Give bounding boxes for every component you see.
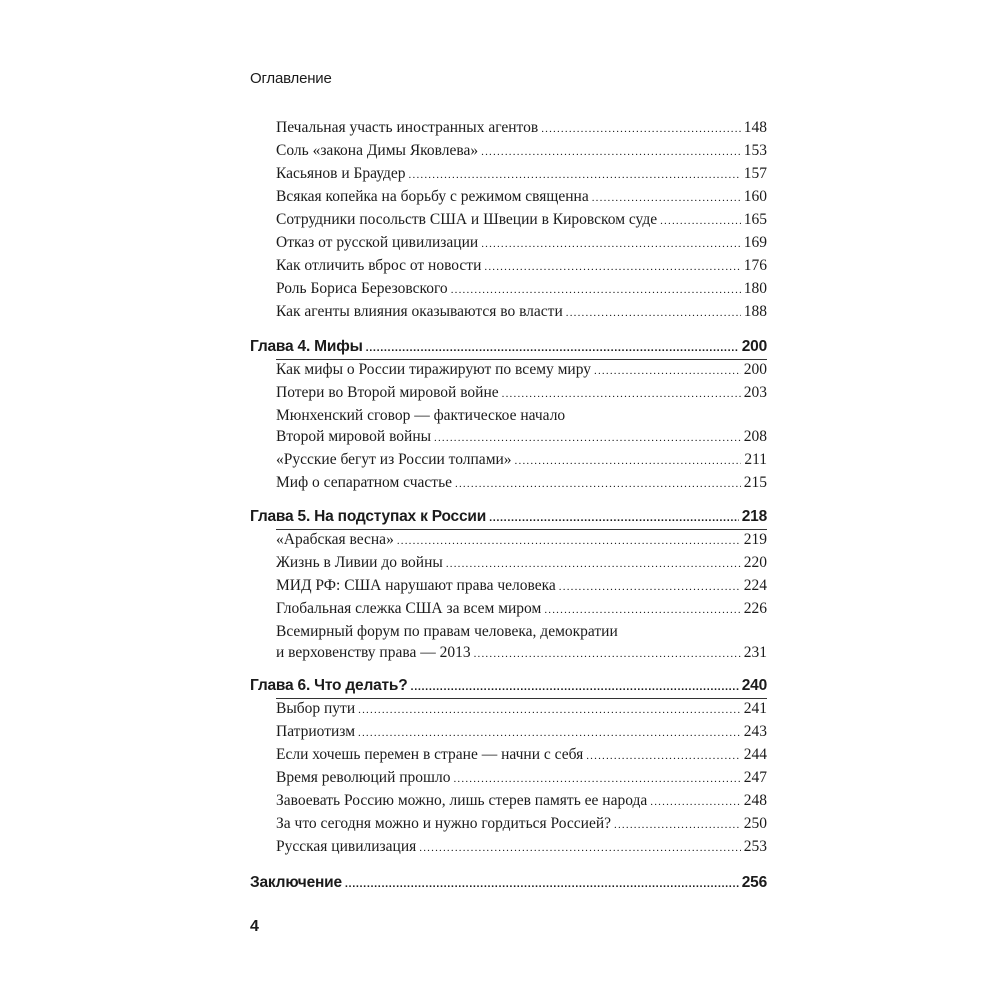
chapter-page: 240	[741, 677, 767, 694]
toc-entry-page: 180	[743, 280, 767, 297]
toc-entry[interactable]	[276, 577, 767, 599]
toc-entry[interactable]	[276, 257, 767, 279]
toc-entry-title: «Русские бегут из России толпами»	[276, 451, 512, 468]
dot-leader	[419, 842, 740, 854]
toc-entry-title: Роль Бориса Березовского	[276, 280, 448, 297]
dot-leader	[544, 604, 740, 616]
chapter-page: 200	[741, 338, 767, 355]
toc-entry-page: 224	[743, 577, 767, 594]
toc-entry-title: Миф о сепаратном счастье	[276, 474, 453, 491]
toc-entry-page: 253	[743, 838, 767, 855]
dot-leader	[566, 307, 741, 319]
chapter-rule	[276, 529, 767, 530]
toc-entry-page: 211	[744, 451, 767, 468]
toc-entry[interactable]	[276, 234, 767, 256]
conclusion-title: Заключение	[250, 874, 342, 891]
toc-entry-title: Патриотизм	[276, 723, 356, 740]
toc-entry[interactable]	[276, 451, 767, 473]
toc-entry-title: Касьянов и Браудер	[276, 165, 406, 182]
conclusion-page: 256	[741, 874, 767, 891]
toc-entry-page: 157	[743, 165, 767, 182]
toc-entry[interactable]	[276, 474, 767, 496]
dot-leader	[650, 796, 740, 808]
toc-entry-title: Всякая копейка на борьбу с режимом священна	[276, 188, 589, 205]
toc-entry-page: 165	[743, 211, 767, 228]
toc-entry[interactable]	[276, 644, 767, 666]
dot-leader	[453, 773, 740, 785]
toc-entry-title: Глобальная слежка США за всем миром	[276, 600, 542, 617]
dot-leader	[502, 388, 741, 400]
toc-entry[interactable]	[276, 188, 767, 210]
toc-entry-page: 243	[743, 723, 767, 740]
toc-entry[interactable]	[276, 119, 767, 141]
toc-entry-title: Второй мировой войны	[276, 428, 432, 445]
toc-entry-title: Завоевать Россию можно, лишь стерев память ее народа	[276, 792, 648, 809]
toc-entry-page: 219	[743, 531, 767, 548]
toc-entry-title: МИД РФ: США нарушают права человека	[276, 577, 556, 594]
toc-entry-page: 248	[743, 792, 767, 809]
dot-leader	[358, 727, 741, 739]
toc-entry-title: и верховенству права — 2013	[276, 644, 471, 661]
toc-entry-title-line1[interactable]: Всемирный форум по правам человека, демократии	[276, 623, 618, 640]
dot-leader	[594, 365, 741, 377]
running-head: Оглавление	[250, 70, 332, 87]
toc-entry-title: Как отличить вброс от новости	[276, 257, 482, 274]
dot-leader	[411, 681, 739, 693]
dot-leader	[434, 432, 741, 444]
toc-entry[interactable]	[276, 746, 767, 768]
toc-entry-page: 148	[743, 119, 767, 136]
toc-entry-page: 176	[743, 257, 767, 274]
toc-entry-page: 215	[743, 474, 767, 491]
toc-entry-page: 250	[743, 815, 767, 832]
toc-entry-title: Русская цивилизация	[276, 838, 417, 855]
chapter-heading[interactable]	[250, 677, 767, 699]
toc-entry[interactable]	[276, 428, 767, 450]
dot-leader	[481, 146, 741, 158]
toc-entry-page: 231	[743, 644, 767, 661]
dot-leader	[358, 704, 741, 716]
dot-leader	[366, 342, 739, 354]
toc-entry-title: Соль «закона Димы Яковлева»	[276, 142, 479, 159]
toc-entry-page: 160	[743, 188, 767, 205]
chapter-rule	[276, 698, 767, 699]
dot-leader	[397, 535, 741, 547]
dot-leader	[451, 284, 741, 296]
toc-entry-page: 208	[743, 428, 767, 445]
toc-entry[interactable]	[276, 303, 767, 325]
toc-entry[interactable]	[276, 361, 767, 383]
toc-entry-page: 244	[743, 746, 767, 763]
toc-entry-title: Потери во Второй мировой войне	[276, 384, 499, 401]
toc-entry-title: «Арабская весна»	[276, 531, 394, 548]
toc-entry-page: 247	[743, 769, 767, 786]
toc-entry[interactable]	[276, 600, 767, 622]
dot-leader	[481, 238, 741, 250]
toc-entry-page: 188	[743, 303, 767, 320]
dot-leader	[515, 455, 742, 467]
toc-entry-page: 241	[743, 700, 767, 717]
toc-entry-page: 153	[743, 142, 767, 159]
dot-leader	[660, 215, 741, 227]
dot-leader	[541, 123, 741, 135]
toc-entry-title: Сотрудники посольств США и Швеции в Кировском суде	[276, 211, 658, 228]
dot-leader	[446, 558, 741, 570]
toc-entry-title: Как мифы о России тиражируют по всему миру	[276, 361, 592, 378]
toc-entry[interactable]	[276, 815, 767, 837]
toc-entry[interactable]	[276, 142, 767, 164]
chapter-title: Глава 4. Мифы	[250, 338, 363, 355]
toc-entry-title-line1[interactable]: Мюнхенский сговор — фактическое начало	[276, 407, 566, 424]
chapter-heading[interactable]	[250, 508, 767, 530]
dot-leader	[474, 648, 741, 660]
dot-leader	[484, 261, 740, 273]
dot-leader	[345, 878, 739, 890]
toc-entry[interactable]	[276, 165, 767, 187]
dot-leader	[455, 478, 741, 490]
toc-entry[interactable]	[276, 769, 767, 791]
chapter-title: Глава 5. На подступах к России	[250, 508, 487, 525]
dot-leader	[409, 169, 741, 181]
toc-entry-title: Выбор пути	[276, 700, 356, 717]
toc-entry[interactable]	[276, 531, 767, 553]
toc-entry[interactable]	[276, 554, 767, 576]
toc-entry[interactable]	[276, 700, 767, 722]
chapter-page: 218	[741, 508, 767, 525]
toc-entry[interactable]	[276, 792, 767, 814]
toc-entry-title: Время революций прошло	[276, 769, 451, 786]
page-number: 4	[250, 918, 259, 935]
dot-leader	[489, 512, 739, 524]
toc-entry-title: Печальная участь иностранных агентов	[276, 119, 539, 136]
toc-entry-title: Жизнь в Ливии до войны	[276, 554, 443, 571]
toc-entry[interactable]	[276, 384, 767, 406]
dot-leader	[614, 819, 741, 831]
dot-leader	[586, 750, 741, 762]
toc-entry[interactable]	[276, 211, 767, 233]
toc-entry-page: 169	[743, 234, 767, 251]
toc-entry-title: Если хочешь перемен в стране — начни с себя	[276, 746, 584, 763]
chapter-rule	[276, 359, 767, 360]
toc-entry[interactable]	[276, 280, 767, 302]
toc-entry-title: Как агенты влияния оказываются во власти	[276, 303, 563, 320]
toc-entry-page: 220	[743, 554, 767, 571]
toc-entry-title: Отказ от русской цивилизации	[276, 234, 479, 251]
toc-entry[interactable]	[276, 723, 767, 745]
toc-entry-title: За что сегодня можно и нужно гордиться Россией?	[276, 815, 612, 832]
toc-entry-page: 200	[743, 361, 767, 378]
toc-entry[interactable]	[276, 838, 767, 860]
toc-entry-page: 203	[743, 384, 767, 401]
toc-entry-page: 226	[743, 600, 767, 617]
dot-leader	[559, 581, 741, 593]
chapter-title: Глава 6. Что делать?	[250, 677, 408, 694]
conclusion-heading[interactable]	[250, 874, 767, 896]
chapter-heading[interactable]	[250, 338, 767, 360]
dot-leader	[592, 192, 741, 204]
